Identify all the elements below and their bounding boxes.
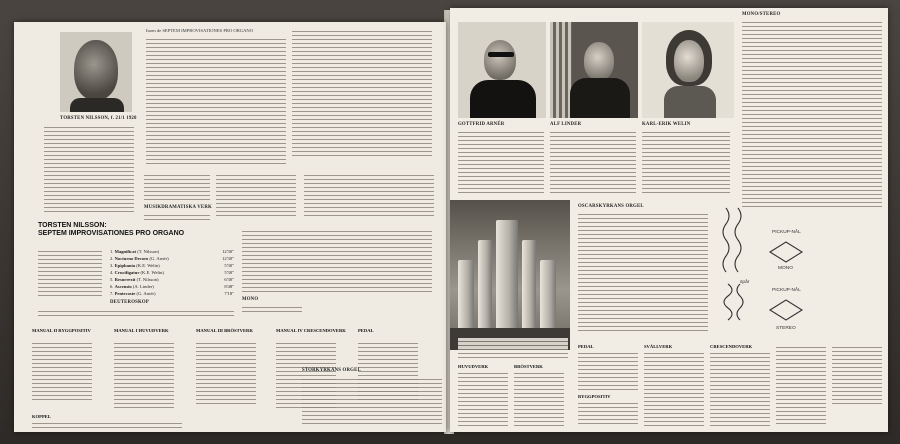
reg-list-g [776,344,826,426]
reg-list-b [514,370,564,426]
mono-groove-left [723,208,729,272]
div-brostverk: BRÖSTVERK [514,364,543,369]
reg-list-a [458,370,508,426]
track-row: 2. Nocturno Decoro (G. Arnér) 12'30" [110,256,234,261]
reg-list-f [710,350,770,426]
div-ryggpositiv: RYGGPOSITIV [578,394,611,399]
register-brostverk: MANUAL III BRÖSTVERK [196,328,253,333]
bio-text [44,124,134,214]
storkyrkans-heading: STORKYRKANS ORGEL [302,368,361,373]
album-title: SEPTEM IMPROVISATIONES PRO ORGANO [38,230,185,237]
caption-arner: GOTTFRID ARNÉR [458,122,505,127]
deuteroskop-label: DEUTEROSKOP [110,300,149,305]
div-crescendoverk: CRESCENDOVERK [710,344,753,349]
portrait-caption: TORSTEN NILSSON, f. 21/1 1920 [60,116,137,121]
registration-codes [38,248,102,296]
storkyrkan-text [458,338,568,360]
reg-list-c [578,350,638,390]
discography-text [216,172,296,216]
track-row: 5. Resurrexit (T. Nilsson) 6'30" [110,277,234,282]
track-row: 1. Magnificat (T. Nilsson) 12'30" [110,249,234,254]
mono-groove-right [735,208,741,272]
register-pedal: PEDAL [358,328,374,333]
section-heading: MUSIKDRAMATISKA VERK [144,205,212,210]
mono-note [242,304,302,314]
column-text-3 [292,28,432,158]
register-crescendoverk: MANUAL IV CRESCENDOVERK [276,328,346,333]
caption-linder: ALF LINDER [550,122,582,127]
reg-list-h [832,344,882,404]
works-list-2 [144,212,210,222]
vokalverk-text [304,172,434,216]
deuteroskop-credits [38,308,234,316]
reg-list-e [644,350,704,426]
storkyrkans-text [302,376,442,426]
mono-stereo-text [742,19,882,209]
register-list-1 [32,340,92,402]
works-list [144,172,210,202]
intro-text-top: Inom de SEPTEM IMPROVISATIONES PRO ORGANO [146,28,254,33]
right-page [450,8,888,432]
div-svallverk: SVÄLLVERK [644,344,673,349]
mono-label: MONO [242,297,259,302]
spar-label: spår [740,280,750,285]
album-composer: TORSTEN NILSSON: [38,222,107,229]
track-row: 3. Epiphania (K.E. Welin) 5'30" [110,263,234,268]
track-list [110,248,234,297]
portrait-karl-erik-welin [642,22,734,118]
bio-arner [458,129,544,193]
stereo-label: STEREO [776,326,796,331]
stereo-groove-right [737,284,743,320]
groove-diagram [712,204,822,334]
track-row: 6. Ascensio (A. Linder) 8'48" [110,284,234,289]
oscarskyrkan-heading: OSCARSKYRKANS ORGEL [578,204,644,209]
reg-list-d [578,400,638,426]
recording-notes [242,228,432,292]
mono-stylus-icon [770,242,802,262]
register-huvudverk: MANUAL I HUVUDVERK [114,328,169,333]
mono-stereo-heading: MONO/STEREO [742,12,781,17]
bio-welin [642,129,730,193]
div-huvudverk: HUVUDVERK [458,364,489,369]
portrait-alf-linder [550,22,638,118]
oscarskyrkan-organ-photo [450,200,570,350]
left-page [14,22,446,432]
portrait-torsten-nilsson [60,32,132,112]
pickup-mono-label: PICKUP-NÅL [772,230,801,235]
register-list-2 [114,340,174,410]
track-row: 4. Crucifigatur (K.E. Welin) 5'30" [110,270,234,275]
stereo-stylus-icon [770,300,802,320]
register-ryggpositiv: MANUAL II RYGGPOSITIV [32,328,91,333]
track-row: 7. Pentecoste (G. Arnér) 7'18" [110,291,234,296]
caption-welin: KARL-ERIK WELIN [642,122,691,127]
div-pedal: PEDAL [578,344,594,349]
koppel-list [32,420,182,428]
mono-label: MONO [778,266,793,271]
column-text-2 [146,36,286,166]
bio-linder [550,129,636,193]
stereo-groove-left [724,284,732,320]
oscarskyrkan-text [578,211,708,331]
portrait-gottfrid-arner [458,22,546,118]
koppel-label: KOPPEL [32,414,51,419]
register-list-3 [196,340,256,406]
pickup-stereo-label: PICKUP-NÅL [772,288,801,293]
